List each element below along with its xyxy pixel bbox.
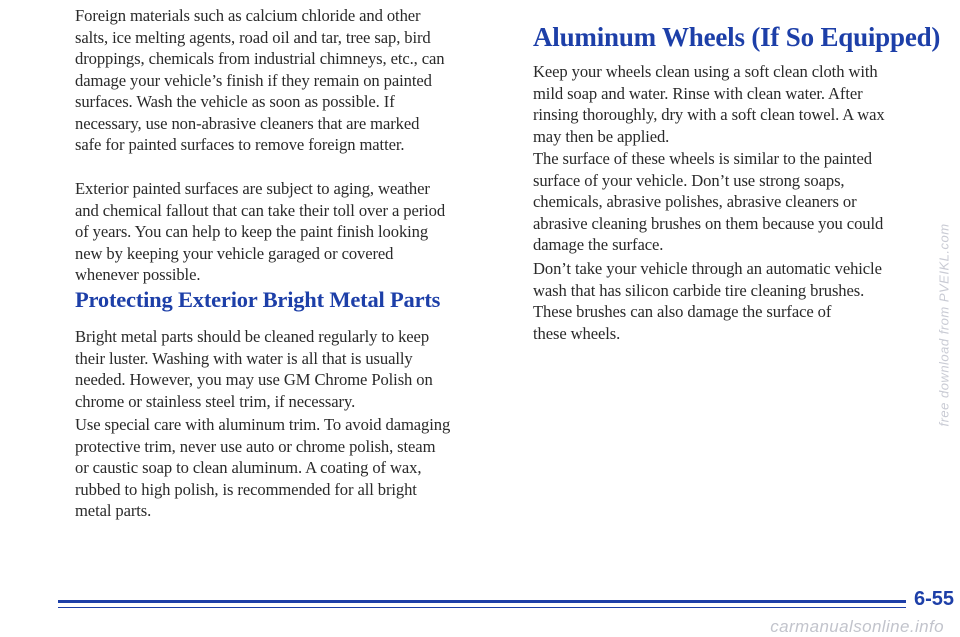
side-watermark-text: free download from PVEIKL.com [936, 223, 952, 427]
paragraph-exterior-painted-surfaces: Exterior painted surfaces are subject to aging, weather and chemical fallout that can take their toll over a period of years. You can help to keep the paint finish looking new by keeping your vehicle garaged or covered whenever possible. [75, 179, 446, 284]
paragraph-foreign-materials: Foreign materials such as calcium chloride and other salts, ice melting agents, road oil and tar, tree sap, bird droppings, chemicals from industrial chimneys, etc., can damage your vehicle’s finish if they remain on painted surfaces. Wash the vehicle as soon as possible. If necessary, use non-abrasive cleaners that are marked safe for painted surfaces to remove foreign matter. [75, 6, 445, 154]
heading-protecting-bright-metal: Protecting Exterior Bright Metal Parts [75, 287, 441, 312]
heading-aluminum-wheels: Aluminum Wheels (If So Equipped) [533, 22, 941, 52]
paragraph-aluminum-trim: Use special care with aluminum trim. To avoid damaging protective trim, never use auto or chrome polish, steam or caustic soap to clean aluminum. A coating of wax, rubbed to high polish, is recommended for all bright metal parts. [75, 415, 451, 520]
page-number: 6-55 [913, 588, 954, 610]
paragraph-automatic-wash: Don’t take your vehicle through an automatic vehicle wash that has silicon carbide tire cleaning brushes. These brushes can also damage the surface of these wheels. [533, 259, 882, 343]
footer-rule-thin [58, 607, 906, 608]
footer-rule-thick [58, 600, 906, 603]
bottom-watermark: carmanualsonline.info [770, 617, 944, 636]
paragraph-wheel-surface: The surface of these wheels is similar to the painted surface of your vehicle. Don’t use strong soaps, chemicals, abrasive polishes, abrasive cleaners or abrasive cleaning brushes on them because you could damage the surface. [533, 149, 884, 254]
paragraph-bright-metal-parts: Bright metal parts should be cleaned regularly to keep their luster. Washing with water is all that is usually needed. However, you may use GM Chrome Polish on chrome or stainless steel trim, if necessary. [75, 327, 433, 411]
paragraph-keep-wheels-clean: Keep your wheels clean using a soft clean cloth with mild soap and water. Rinse with clean water. After rinsing thoroughly, dry with a soft clean towel. A wax may then be applied. [533, 62, 885, 146]
